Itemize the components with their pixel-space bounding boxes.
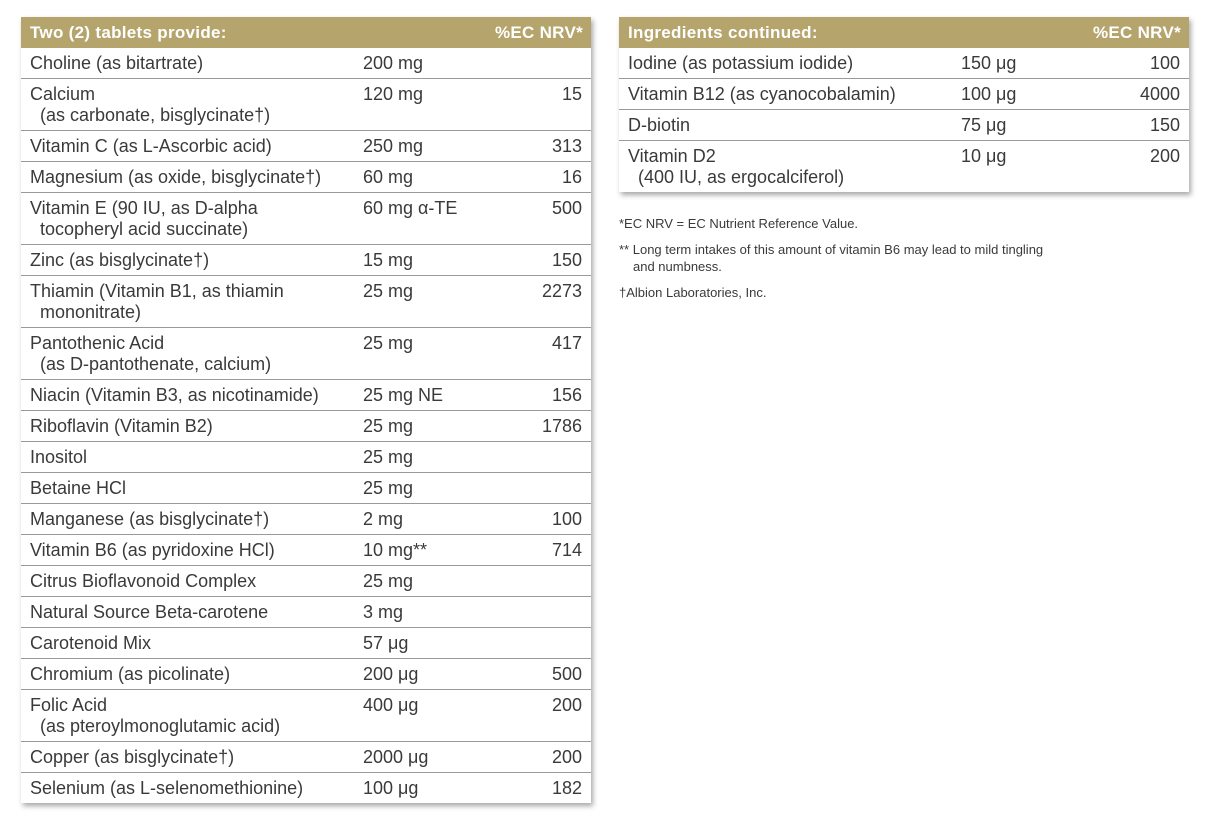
- ingredient-name-main: Iodine (as potassium iodide): [628, 53, 854, 73]
- ingredient-name-main: Vitamin B6 (as pyridoxine HCl): [30, 540, 275, 560]
- ingredient-name: [30, 53, 363, 74]
- ingredient-amount: 10 μg: [961, 146, 1007, 166]
- ingredient-name: [30, 333, 363, 375]
- ingredient-name-main: Magnesium (as oxide, bisglycinate†): [30, 167, 322, 187]
- ingredient-nrv: 714: [551, 540, 582, 560]
- ingredient-name-main: Natural Source Beta-carotene: [30, 602, 269, 622]
- table-row: [21, 276, 591, 328]
- ingredient-amount: 25 mg: [363, 571, 414, 591]
- ingredient-name-main: Niacin (Vitamin B3, as nicotinamide): [30, 385, 319, 405]
- table-row: [619, 48, 1189, 79]
- ingredient-name-detail: (400 IU, as ergocalciferol): [638, 167, 845, 187]
- footnote-b6: [619, 241, 1139, 275]
- table-row: [21, 628, 591, 659]
- ingredient-name: [628, 84, 961, 105]
- ingredient-name: [628, 115, 961, 136]
- table-body: [21, 48, 591, 803]
- ingredient-nrv: 182: [551, 778, 582, 798]
- ingredient-name-detail: mononitrate): [40, 302, 142, 322]
- ingredient-nrv: [503, 602, 582, 623]
- ingredient-amount: 75 μg: [961, 115, 1007, 135]
- ingredient-name-main: Selenium (as L-selenomethionine): [30, 778, 304, 798]
- ingredient-name: [628, 146, 961, 188]
- ingredient-name-main: Zinc (as bisglycinate†): [30, 250, 210, 270]
- footnote-ec-nrv: *EC NRV = EC Nutrient Reference Value.: [619, 216, 859, 231]
- ingredient-name-main: Carotenoid Mix: [30, 633, 152, 653]
- ingredient-name-main: Folic Acid: [30, 695, 108, 715]
- ingredient-nrv: 1786: [541, 416, 582, 436]
- ingredient-amount: 25 mg: [363, 478, 414, 498]
- ingredient-name-main: Thiamin (Vitamin B1, as thiamin: [30, 281, 284, 301]
- header-title: Two (2) tablets provide:: [30, 22, 227, 42]
- table-header: [619, 17, 1189, 48]
- ingredient-name-main: Betaine HCl: [30, 478, 127, 498]
- ingredient-name: [30, 509, 363, 530]
- ingredient-nrv: 500: [551, 198, 582, 218]
- ingredient-name-main: Vitamin B12 (as cyanocobalamin): [628, 84, 896, 104]
- ingredient-nrv: 500: [551, 664, 582, 684]
- ingredient-name: [30, 416, 363, 437]
- table-row: [21, 473, 591, 504]
- ingredient-name-main: Citrus Bioflavonoid Complex: [30, 571, 257, 591]
- ingredient-nrv: 15: [561, 84, 582, 104]
- ingredient-nrv: 16: [561, 167, 582, 187]
- header-nrv: %EC NRV*: [494, 22, 583, 42]
- ingredient-nrv: 156: [551, 385, 582, 405]
- table-row: [21, 597, 591, 628]
- ingredient-name-main: Vitamin E (90 IU, as D-alpha: [30, 198, 258, 218]
- ingredient-nrv: 100: [1149, 53, 1180, 73]
- ingredient-name-detail: (as pteroylmonoglutamic acid): [40, 716, 281, 736]
- table-row: [21, 79, 591, 131]
- table-row: [21, 742, 591, 773]
- table-row: [21, 328, 591, 380]
- ingredient-name-main: D-biotin: [628, 115, 691, 135]
- ingredient-amount: 25 mg: [363, 416, 414, 436]
- ingredient-name: [30, 633, 363, 654]
- ingredient-name: [30, 747, 363, 768]
- ingredient-amount: 25 mg NE: [363, 385, 444, 405]
- ingredient-name-detail: (as D-pantothenate, calcium): [40, 354, 272, 374]
- table-row: [619, 141, 1189, 192]
- ingredient-amount: 400 μg: [363, 695, 419, 715]
- table-header: [21, 17, 591, 48]
- ingredient-name-detail: (as carbonate, bisglycinate†): [40, 105, 271, 125]
- ingredient-name: [30, 602, 363, 623]
- ingredient-name-main: Pantothenic Acid: [30, 333, 165, 353]
- ingredient-amount: 120 mg: [363, 84, 424, 104]
- table-row: [21, 380, 591, 411]
- ingredient-amount: 200 μg: [363, 664, 419, 684]
- ingredient-name: [30, 84, 363, 126]
- ingredient-name: [30, 136, 363, 157]
- ingredient-amount: 150 μg: [961, 53, 1017, 73]
- ingredient-name-main: Manganese (as bisglycinate†): [30, 509, 270, 529]
- ingredient-amount: 200 mg: [363, 53, 424, 73]
- ingredient-name-main: Calcium: [30, 84, 96, 104]
- table-row: [21, 504, 591, 535]
- ingredient-amount: 100 μg: [961, 84, 1017, 104]
- ingredient-nrv: [503, 447, 582, 468]
- ingredient-nrv: [503, 53, 582, 74]
- ingredient-amount: 2000 μg: [363, 747, 429, 767]
- ingredient-name: [30, 281, 363, 323]
- ingredient-amount: 250 mg: [363, 136, 424, 156]
- ingredient-name: [30, 540, 363, 561]
- table-row: [21, 659, 591, 690]
- nutrition-table-main: [21, 17, 591, 803]
- ingredient-name: [30, 778, 363, 799]
- ingredient-amount: 3 mg: [363, 602, 404, 622]
- ingredient-name: [30, 198, 363, 240]
- ingredient-nrv: 200: [1149, 146, 1180, 166]
- ingredient-amount: 60 mg: [363, 167, 414, 187]
- ingredient-amount: 25 mg: [363, 447, 414, 467]
- nutrition-table-continued: [619, 17, 1189, 192]
- table-row: [21, 566, 591, 597]
- ingredient-nrv: 200: [551, 747, 582, 767]
- ingredient-nrv: 100: [551, 509, 582, 529]
- table-row: [21, 131, 591, 162]
- ingredient-amount: 100 μg: [363, 778, 419, 798]
- table-row: [21, 162, 591, 193]
- table-row: [619, 110, 1189, 141]
- footnotes: [619, 215, 1139, 310]
- table-row: [21, 773, 591, 803]
- table-row: [21, 442, 591, 473]
- ingredient-name: [30, 250, 363, 271]
- ingredient-name: [30, 447, 363, 468]
- ingredient-amount: 25 mg: [363, 333, 414, 353]
- footnote-b6-line2: and numbness.: [633, 259, 722, 274]
- ingredient-name: [30, 571, 363, 592]
- ingredient-amount: 15 mg: [363, 250, 414, 270]
- ingredient-nrv: 150: [1149, 115, 1180, 135]
- ingredient-name: [30, 695, 363, 737]
- ingredient-name-main: Copper (as bisglycinate†): [30, 747, 235, 767]
- table-row: [21, 535, 591, 566]
- ingredient-nrv: 313: [551, 136, 582, 156]
- ingredient-nrv: 200: [551, 695, 582, 715]
- table-row: [619, 79, 1189, 110]
- ingredient-name: [30, 664, 363, 685]
- ingredient-name: [628, 53, 961, 74]
- ingredient-nrv: [503, 478, 582, 499]
- ingredient-amount: 2 mg: [363, 509, 404, 529]
- ingredient-nrv: 417: [551, 333, 582, 353]
- table-row: [21, 690, 591, 742]
- table-body: [619, 48, 1189, 192]
- table-row: [21, 245, 591, 276]
- ingredient-name-main: Inositol: [30, 447, 88, 467]
- ingredient-amount: 10 mg**: [363, 540, 428, 560]
- ingredient-name-main: Chromium (as picolinate): [30, 664, 231, 684]
- table-row: [21, 48, 591, 79]
- table-row: [21, 411, 591, 442]
- ingredient-name-main: Vitamin C (as L-Ascorbic acid): [30, 136, 272, 156]
- ingredient-name-main: Choline (as bitartrate): [30, 53, 204, 73]
- ingredient-nrv: 150: [551, 250, 582, 270]
- ingredient-amount: 57 μg: [363, 633, 409, 653]
- ingredient-name-main: Vitamin D2: [628, 146, 716, 166]
- ingredient-amount: 60 mg α-TE: [363, 198, 458, 218]
- header-nrv: %EC NRV*: [1092, 22, 1181, 42]
- header-title: Ingredients continued:: [628, 22, 818, 42]
- ingredient-nrv: 2273: [541, 281, 582, 301]
- ingredient-nrv: [503, 633, 582, 654]
- footnote-albion: †Albion Laboratories, Inc.: [619, 285, 767, 300]
- ingredient-nrv: [503, 571, 582, 592]
- footnote-b6-line1: ** Long term intakes of this amount of vitamin B6 may lead to mild tingling: [619, 242, 1044, 257]
- ingredient-name: [30, 167, 363, 188]
- table-row: [21, 193, 591, 245]
- ingredient-name: [30, 385, 363, 406]
- ingredient-name: [30, 478, 363, 499]
- ingredient-nrv: 4000: [1139, 84, 1180, 104]
- ingredient-name-main: Riboflavin (Vitamin B2): [30, 416, 213, 436]
- ingredient-name-detail: tocopheryl acid succinate): [40, 219, 249, 239]
- ingredient-amount: 25 mg: [363, 281, 414, 301]
